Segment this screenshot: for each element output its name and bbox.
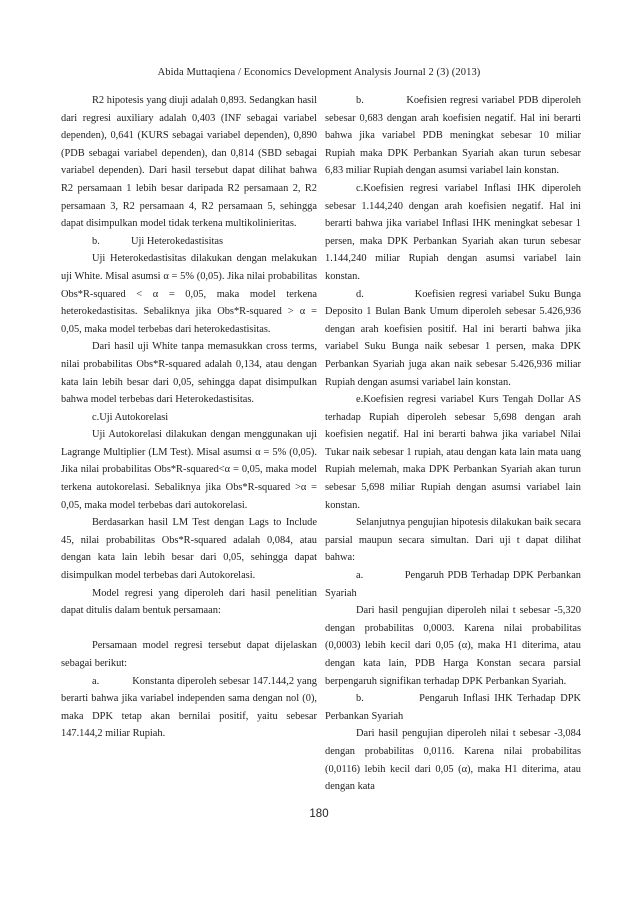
paragraph: Dari hasil pengujian diperoleh nilai t sebesar -5,320 dengan probabilitas 0,0003. Karena nilai probabilitas (0,0003) lebih kecil dari 0,05 (α), maka H1 diterima, atau dengan kata lain, PDB Harga Konstan secara parsial berpengaruh signifikan terhadap DPK Perbankan Syariah. — [325, 605, 581, 687]
running-head: Abida Muttaqiena / Economics Development Analysis Journal 2 (3) (2013) — [157, 67, 481, 78]
paragraph: Uji Heterokedastisitas dilakukan dengan melakukan uji White. Misal asumsi α = 5% (0,05). Jika nilai probabilitas Obs*R-squared < α = 0,05, maka model terkena heterokedastisitas. Sebaliknya jika Obs*R-squared > α = 0,05, maka model terbebas dari heterokedastisitas. — [61, 253, 317, 335]
paragraph: Berdasarkan hasil LM Test dengan Lags to Include 45, nilai probabilitas Obs*R-squared adalah 0,084, atau dengan kata lain lebih besar dari 0,05, sehingga dapat disimpulkan model terbebas dari Autokorelasi. — [61, 517, 317, 582]
blank-line — [61, 620, 317, 638]
subheading-autocorrelation: c.Uji Autokorelasi — [92, 411, 169, 423]
page-number: 180 — [309, 808, 329, 820]
left-column — [61, 92, 317, 743]
list-item: c.Koefisien regresi variabel Inflasi IHK diperoleh sebesar 1.144,240 dengan arah koefisien negatif. Hal ini berarti bahwa jika variabel Inflasi IHK meningkat sebesar 1 persen, maka DPK Perbankan Syariah akan turun sebesar 1.144,240 miliar Rupiah dengan asumsi variabel lain konstan. — [325, 182, 581, 282]
paragraph: Persamaan model regresi tersebut dapat dijelaskan sebagai berikut: — [61, 640, 317, 669]
subheading-pdb-effect: a. Pengaruh PDB Terhadap DPK Perbankan Syariah — [325, 570, 581, 599]
list-item: b. Koefisien regresi variabel PDB diperoleh sebesar 0,683 dengan arah koefisien negatif. Hal ini berarti bahwa jika variabel PDB meningkat sebesar 10 miliar Rupiah maka DPK Perbankan Syariah akan turun sebesar 6,83 miliar Rupiah dengan asumsi variabel lain konstan. — [325, 95, 581, 177]
paragraph: Selanjutnya pengujian hipotesis dilakukan baik secara parsial maupun secara simultan. Dari uji t dapat dilihat bahwa: — [325, 517, 581, 564]
list-item: a. Konstanta diperoleh sebesar 147.144,2 yang berarti bahwa jika variabel independen sama dengan nol (0), maka DPK tetap akan bernilai positif, yaitu sebesar 147.144,2 miliar Rupiah. — [61, 675, 317, 740]
subheading-inflation-effect: b. Pengaruh Inflasi IHK Terhadap DPK Perbankan Syariah — [325, 693, 581, 722]
paragraph: Dari hasil pengujian diperoleh nilai t sebesar -3,084 dengan probabilitas 0,0116. Karena nilai probabilitas (0,0116) lebih kecil dari 0,05 (α), maka H1 diterima, atau dengan kata — [325, 728, 581, 793]
paragraph: Dari hasil uji White tanpa memasukkan cross terms, nilai probabilitas Obs*R-squared adalah 0,134, atau dengan kata lain lebih besar dari 0,05, sehingga dapat disimpulkan bahwa model terbebas dari Heterokedastisitas. — [61, 341, 317, 406]
paragraph: Uji Autokorelasi dilakukan dengan menggunakan uji Lagrange Multiplier (LM Test). Misal asumsi α = 5% (0,05). Jika nilai probabilitas Obs*R-squared<α = 0,05, maka model terkena autokorelasi. Sebaliknya jika Obs*R-squared >α = 0,05, maka model terbebas dari autokorelasi. — [61, 429, 317, 511]
subheading-heteroskedasticity: b. Uji Heterokedastisitas — [92, 235, 224, 247]
paragraph: R2 hipotesis yang diuji adalah 0,893. Sedangkan hasil dari regresi auxiliary adalah 0,403 (INF sebagai variabel dependen), 0,641 (KURS sebagai variabel dependen), 0,890 (PDB sebagai variabel dependen), dan 0,814 (SBD sebagai variabel dependen). Dari hasil tersebut dapat dilihat bahwa R2 persamaan 1 lebih besar daripada R2 persamaan 2, R2 persamaan 3, R2 persamaan 4, R2 persamaan 5, sehingga dapat disimpulkan model tidak terkena multikolinieritas. — [61, 95, 317, 230]
right-column — [325, 92, 581, 796]
list-item: e.Koefisien regresi variabel Kurs Tengah Dollar AS terhadap Rupiah diperoleh sebesar 5,698 dengan arah koefisien negatif. Hal ini berarti bahwa jika variabel Nilai Tukar naik sebesar 1 rupiah, atau dengan kata lain mata uang Rupiah melemah, maka DPK Perbankan Syariah akan turun sebesar 5,698 miliar Rupiah dengan asumsi variabel lain konstan. — [325, 394, 581, 511]
list-item: d. Koefisien regresi variabel Suku Bunga Deposito 1 Bulan Bank Umum diperoleh sebesar 5.426,936 dengan arah koefisien positif. Hal ini berarti bahwa jika variabel Suku Bunga naik sebesar 1 persen, maka DPK Perbankan Syariah juga akan naik sebesar 5.426,936 miliar Rupiah dengan asumsi variabel lain konstan. — [325, 288, 581, 388]
paragraph: Model regresi yang diperoleh dari hasil penelitian dapat ditulis dalam bentuk persamaan: — [61, 587, 317, 617]
